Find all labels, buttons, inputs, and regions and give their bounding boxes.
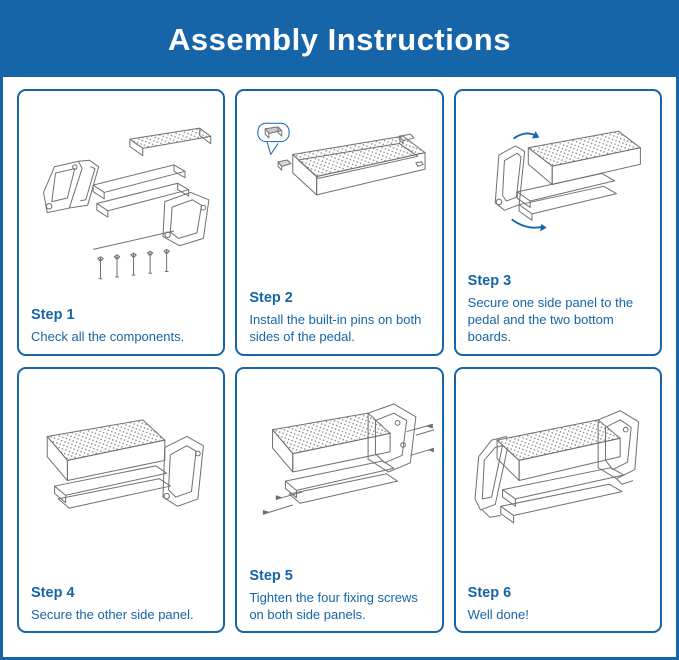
step-1-illustration — [27, 97, 215, 305]
step-4-description: Secure the other side panel. — [31, 606, 194, 622]
page-header — [3, 3, 676, 77]
page-title: Assembly Instructions — [168, 22, 511, 57]
step-card-6 — [454, 367, 662, 634]
step-1-description: Check all the components. — [31, 329, 185, 345]
step-5-label: Step 5 — [249, 567, 293, 584]
step-card-1 — [17, 89, 225, 356]
step-4-label: Step 4 — [31, 584, 75, 601]
step-3-illustration — [464, 97, 652, 271]
step-2-description: Install the built-in pins on both sides of the pedal. — [249, 312, 422, 345]
step-card-3 — [454, 89, 662, 356]
step-1-label: Step 1 — [31, 307, 75, 324]
steps-grid — [3, 77, 676, 643]
step-4-illustration — [27, 375, 215, 583]
step-5-illustration — [245, 375, 433, 566]
step-2-label: Step 2 — [249, 290, 293, 307]
step-3-label: Step 3 — [467, 273, 512, 290]
step-5-description: Tighten the four fixing screws on both side panels. — [249, 589, 418, 622]
step-6-label: Step 6 — [467, 584, 512, 601]
step-2-illustration — [245, 97, 433, 288]
step-3-description: Secure one side panel to the pedal and the two bottom boards. — [467, 295, 634, 345]
step-card-4 — [17, 367, 225, 634]
step-6-description: Well done! — [467, 606, 529, 622]
step-card-5 — [235, 367, 443, 634]
step-6-illustration — [464, 375, 652, 583]
step-card-2 — [235, 89, 443, 356]
